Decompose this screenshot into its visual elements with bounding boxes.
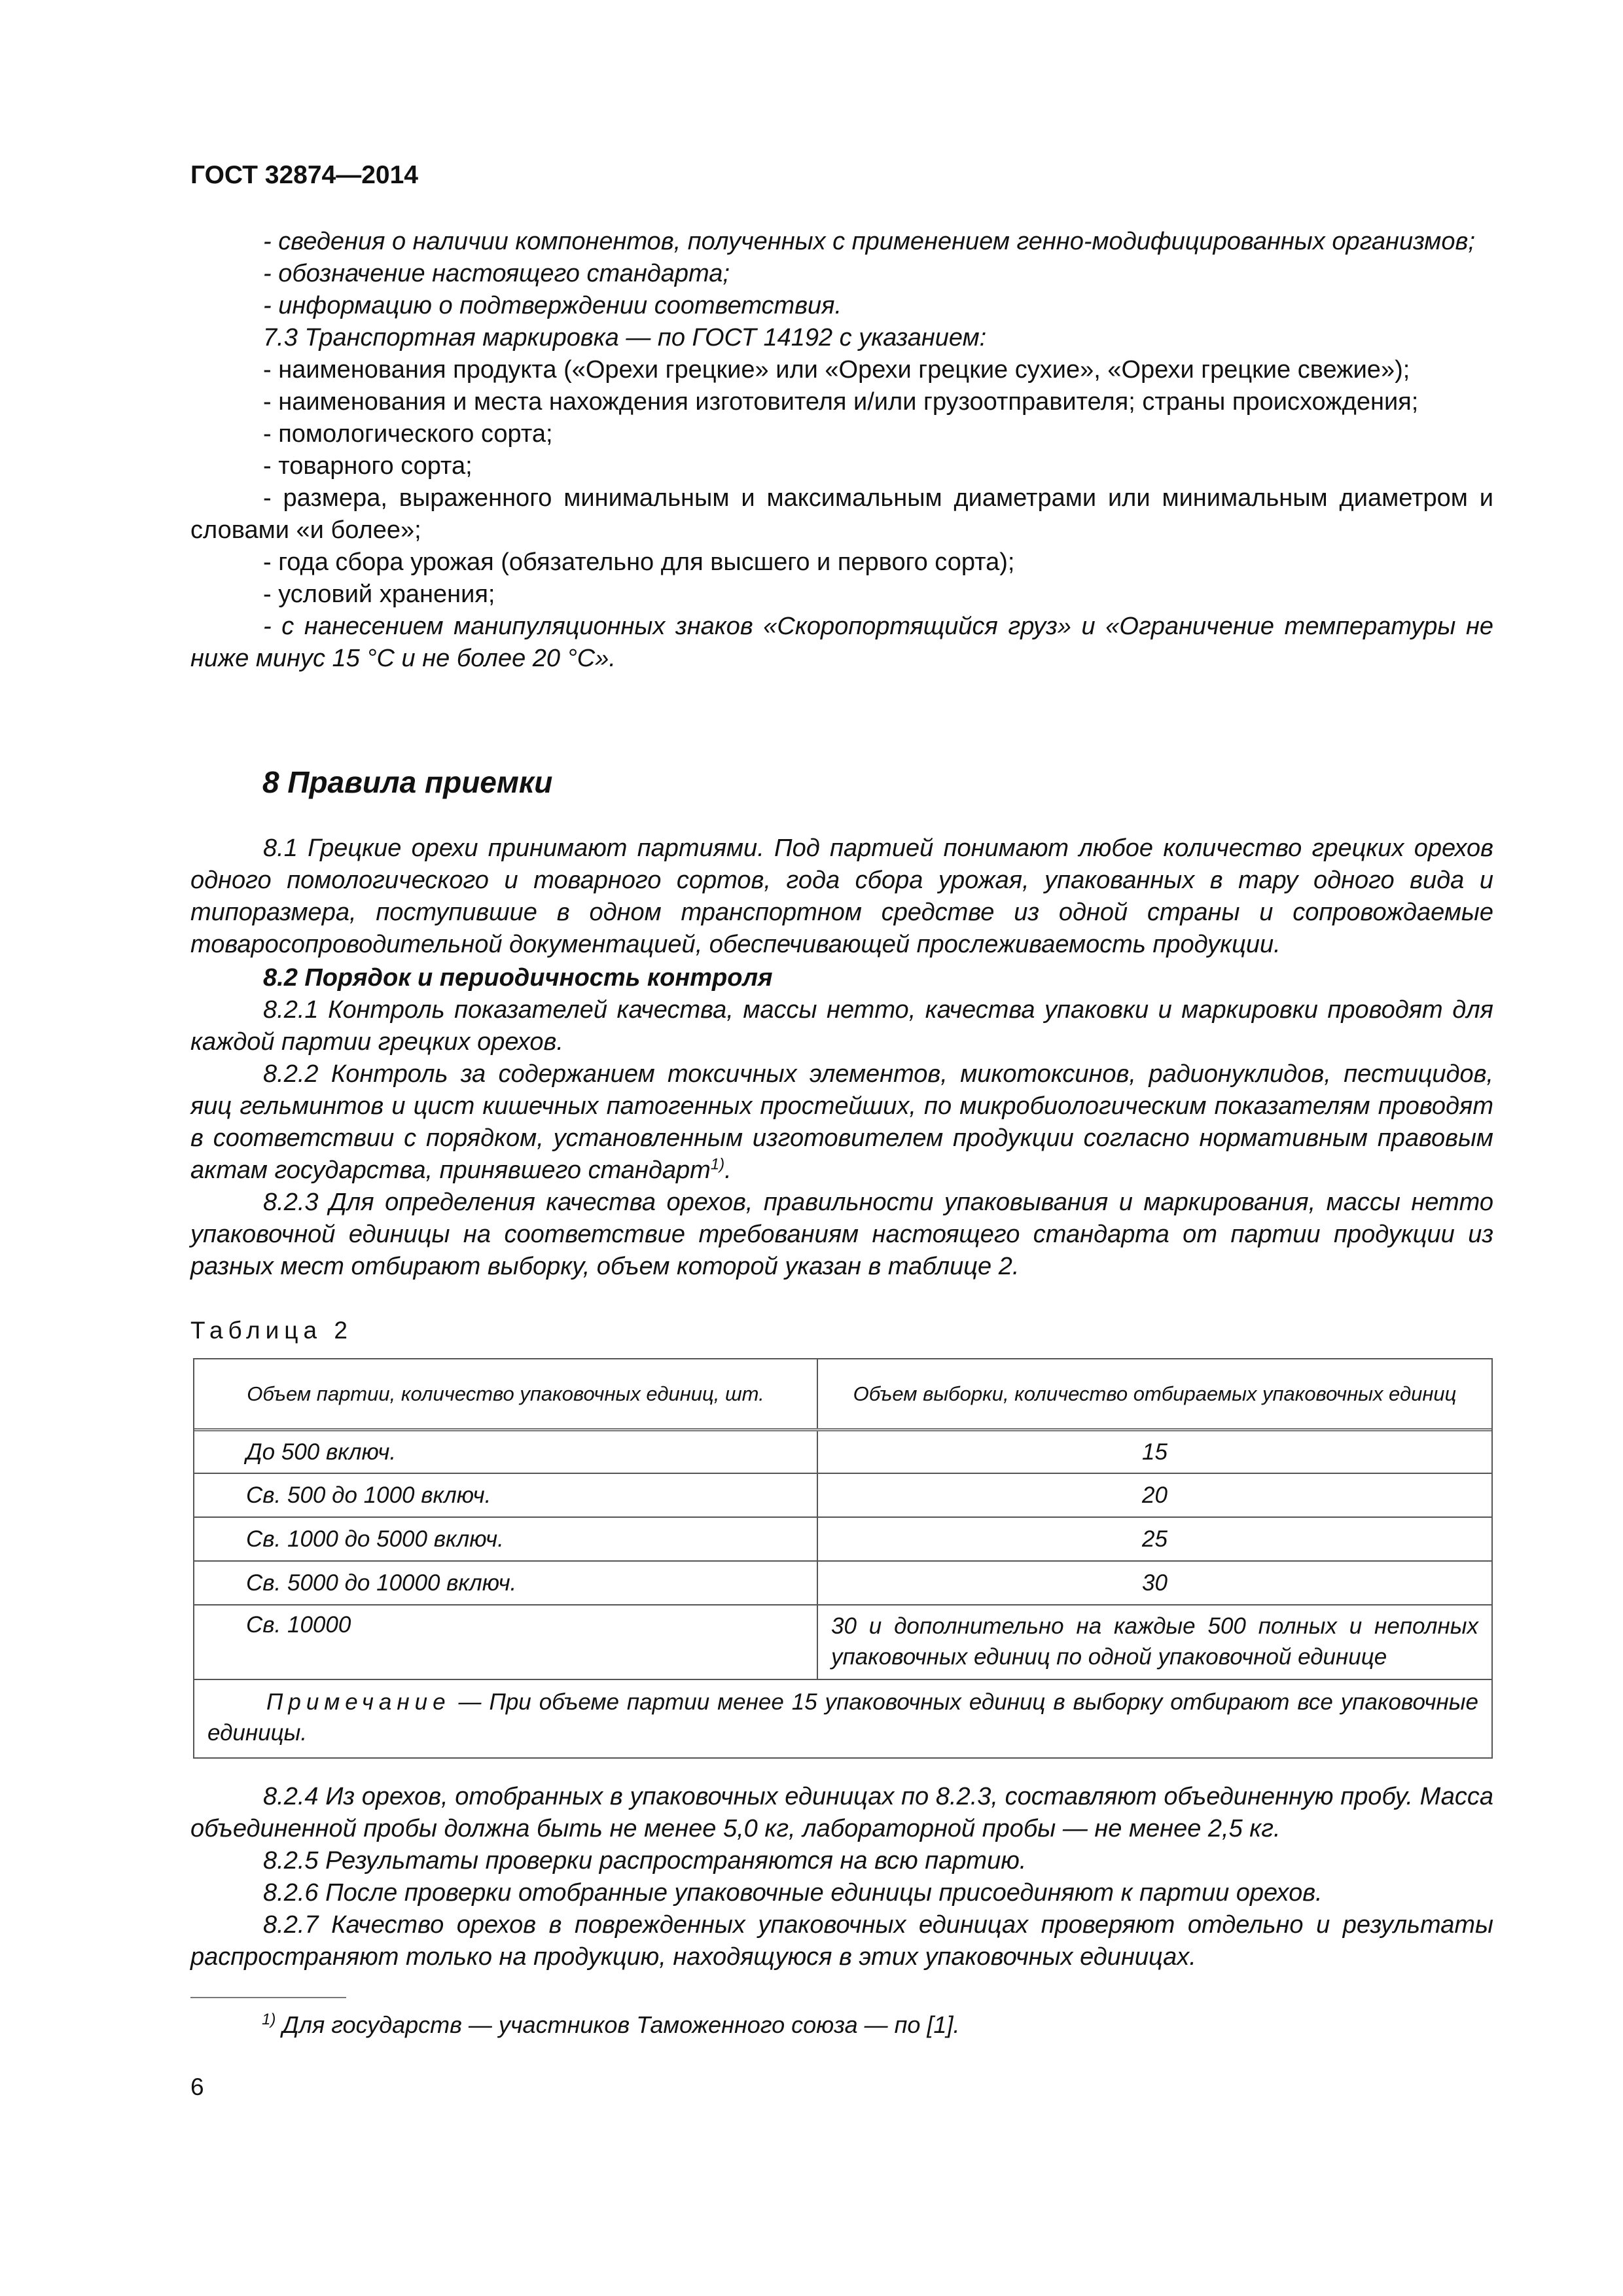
table-cell: Св. 1000 до 5000 включ. (194, 1518, 818, 1560)
table-cell: 25 (1142, 1526, 1168, 1552)
footnote-ref[interactable]: 1) (710, 1155, 725, 1174)
list-item: - с нанесением манипуляционных знаков «Скоропортящийся груз» и «Ограничение температуры не ниже минус 15 °С и не более 20 °С». (190, 613, 1493, 672)
footnote-text: Для государств — участников Таможенного союза — по [1]. (276, 2011, 960, 2038)
section-8-body (190, 833, 1493, 1283)
table-cell: Св. 500 до 1000 включ. (194, 1474, 818, 1516)
table-caption: Таблица 2 (190, 1317, 353, 1344)
note-text: — При объеме партии менее 15 упаковочных единиц в выборку отбирают все упаковочные единицы. (207, 1689, 1478, 1746)
table-row (194, 1518, 1491, 1562)
footnote-divider (190, 1997, 346, 1998)
list-item: - наименования продукта («Орехи грецкие» или «Орехи грецкие сухие», «Орехи грецкие свежие»); (263, 356, 1410, 384)
note-label: Примечание (266, 1689, 451, 1715)
labeling-list-block (190, 226, 1493, 322)
table-row (194, 1562, 1491, 1605)
list-item: - сведения о наличии компонентов, полученных с применением генно-модифицированных организмов; (263, 228, 1475, 255)
sample-size-table (193, 1358, 1493, 1759)
clause-end: . (724, 1157, 732, 1184)
footnote (262, 2011, 959, 2039)
section-8-continued (190, 1781, 1493, 1973)
table-cell: Св. 10000 (194, 1605, 818, 1679)
table-cell: До 500 включ. (194, 1431, 818, 1473)
list-item: - наименования и места нахождения изготовителя и/или грузоотправителя; страны происхождения; (263, 388, 1419, 416)
clause-8-2-4: 8.2.4 Из орехов, отобранных в упаковочных единицах по 8.2.3, составляют объединенную пробу. Масса объединенной пробы должна быть не менее 5,0 кг, лабораторной пробы — не менее 2,5 кг. (190, 1783, 1493, 1842)
table-cell: 30 и дополнительно на каждые 500 полных и неполных упаковочных единиц по одной упаковочной единице (831, 1613, 1478, 1670)
table-cell: Св. 5000 до 10000 включ. (194, 1562, 818, 1604)
table-row (194, 1605, 1491, 1680)
table-cell: 15 (1142, 1439, 1168, 1465)
list-item: - помологического сорта; (263, 420, 553, 448)
table-cell: 30 (1142, 1570, 1168, 1596)
clause-8-2-5: 8.2.5 Результаты проверки распространяются на всю партию. (263, 1847, 1027, 1874)
clause-7-3: 7.3 Транспортная маркировка — по ГОСТ 14192 с указанием: (263, 324, 987, 351)
list-item: - товарного сорта; (263, 452, 473, 480)
clause-8-1: 8.1 Грецкие орехи принимают партиями. Под партией понимают любое количество грецких орехов одного помологического и товарного сортов, года сбора урожая, упакованных в тару одного вида и типоразмера, поступившие в одном транспортном средстве из одной страны и сопровождаемые товаросопроводительной документацией, обеспечивающей прослеживаемость продукции. (190, 834, 1493, 958)
transport-marking-block (190, 322, 1493, 675)
list-item: - размера, выраженного минимальным и максимальным диаметрами или минимальным диаметром и словами «и более»; (190, 484, 1493, 544)
list-item: - года сбора урожая (обязательно для высшего и первого сорта); (263, 548, 1015, 576)
column-header: Объем партии, количество упаковочных единиц, шт. (194, 1359, 818, 1428)
table-note (194, 1680, 1491, 1757)
list-item: - условий хранения; (263, 581, 495, 608)
clause-8-2-1: 8.2.1 Контроль показателей качества, массы нетто, качества упаковки и маркировки проводят для каждой партии грецких орехов. (190, 996, 1493, 1056)
clause-8-2-2 (190, 1058, 1493, 1187)
table-row (194, 1431, 1491, 1474)
page-number: 6 (190, 2073, 204, 2100)
clause-8-2-2-text: 8.2.2 Контроль за содержанием токсичных элементов, микотоксинов, радионуклидов, пестицидов, яиц гельминтов и цист кишечных патогенных простейших, по микробиологическим показателям проводят в соответствии с порядком, установленным изготовителем продукции согласно нормативным правовым актам государства, принявшего стандарт (190, 1060, 1493, 1184)
table-row (194, 1474, 1491, 1518)
list-item: - информацию о подтверждении соответствия. (263, 292, 842, 319)
subsection-title: 8.2 Порядок и периодичность контроля (263, 964, 773, 992)
clause-8-2-3: 8.2.3 Для определения качества орехов, правильности упаковывания и маркирования, массы нетто упаковочной единицы на соответствие требованиям настоящего стандарта от партии продукции из разных мест отбирают выборку, объем которой указан в таблице 2. (190, 1189, 1493, 1280)
list-item: - обозначение настоящего стандарта; (263, 260, 730, 287)
column-header: Объем выборки, количество отбираемых упаковочных единиц (853, 1382, 1457, 1405)
clause-8-2-7: 8.2.7 Качество орехов в поврежденных упаковочных единицах проверяют отдельно и результаты распространяют только на продукцию, находящуюся в этих упаковочных единицах. (190, 1911, 1493, 1971)
document-header: ГОСТ 32874—2014 (190, 161, 418, 189)
clause-8-2-6: 8.2.6 После проверки отобранные упаковочные единицы присоединяют к партии орехов. (263, 1879, 1323, 1907)
table-cell: 20 (1142, 1482, 1168, 1508)
section-title: 8 Правила приемки (262, 765, 553, 799)
footnote-mark: 1) (262, 2011, 276, 2028)
table-header (194, 1359, 1491, 1431)
